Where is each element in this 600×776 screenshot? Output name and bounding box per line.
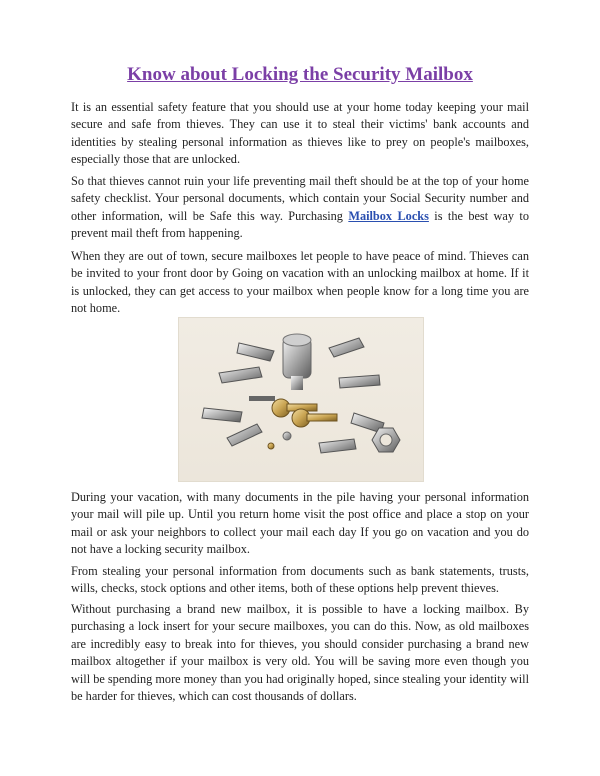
paragraph-6: Without purchasing a brand new mailbox, it is possible to have a locking mailbox. By purchasing a lock insert for your secure mailboxes, you can do this. Now, as old mailboxes are incredibly easy to break into for thieves, you should consider purchasing a brand new mailbox altogether if your mailbox is very old. You will be saving more even though you will be spending more money than you had originally hoped, since stealing your identity will be harder for thieves, which can cost thousands of dollars. — [71, 602, 529, 704]
cam-4 — [339, 375, 380, 388]
paragraph-4: During your vacation, with many documents in the pile having your personal information your mail will pile up. Until you return home visit the post office and place a stop on your mail or ask your neighbors to collect your mail each day If you go on vacation and you do not have a locking security mailbox. — [71, 490, 529, 557]
paragraph-2-text-after: is the best way to prevent mail theft from happening. — [71, 208, 529, 241]
cam-1 — [237, 343, 274, 361]
paragraph-2 — [71, 173, 529, 243]
cam-8 — [319, 439, 356, 453]
paragraph-1: It is an essential safety feature that you should use at your home today keeping your mail secure and safe from thieves. They can use it to steal their victims' bank accounts and identities by stealing personal information as thieves like to prey on people's mailboxes, especially those that are unlocked. — [71, 100, 529, 167]
washer-2 — [268, 443, 274, 449]
paragraph-3: When they are out of town, secure mailboxes let people to have peace of mind. Thieves can be invited to your front door by Going on vacation with an unlocking mailbox at home. If it is unlocked, they can get access to your mailbox when people know for a long time you are not home. — [71, 249, 529, 316]
cam-6 — [227, 424, 262, 446]
paragraph-2-text-before: So that thieves cannot ruin your life preventing mail theft should be at the top of your home safety checklist. Your personal documents, which contain your Social Security number and other information, will be Safe this way. Purchasing — [71, 174, 529, 223]
keys — [249, 396, 337, 427]
page-title: Know about Locking the Security Mailbox — [127, 64, 473, 85]
cam-5 — [202, 408, 242, 422]
cam-2 — [219, 367, 262, 383]
lock-parts-illustration — [179, 318, 423, 481]
washer-1 — [283, 432, 291, 440]
paragraph-5: From stealing your personal information from documents such as bank statements, trusts, wills, checks, stock options and other items, both of these options help prevent thieves. — [71, 564, 529, 596]
mailbox-locks-link[interactable]: Mailbox Locks — [348, 208, 429, 223]
lock-cylinder — [283, 334, 311, 390]
mailbox-lock-parts-image — [178, 317, 424, 482]
cam-3 — [329, 338, 364, 357]
